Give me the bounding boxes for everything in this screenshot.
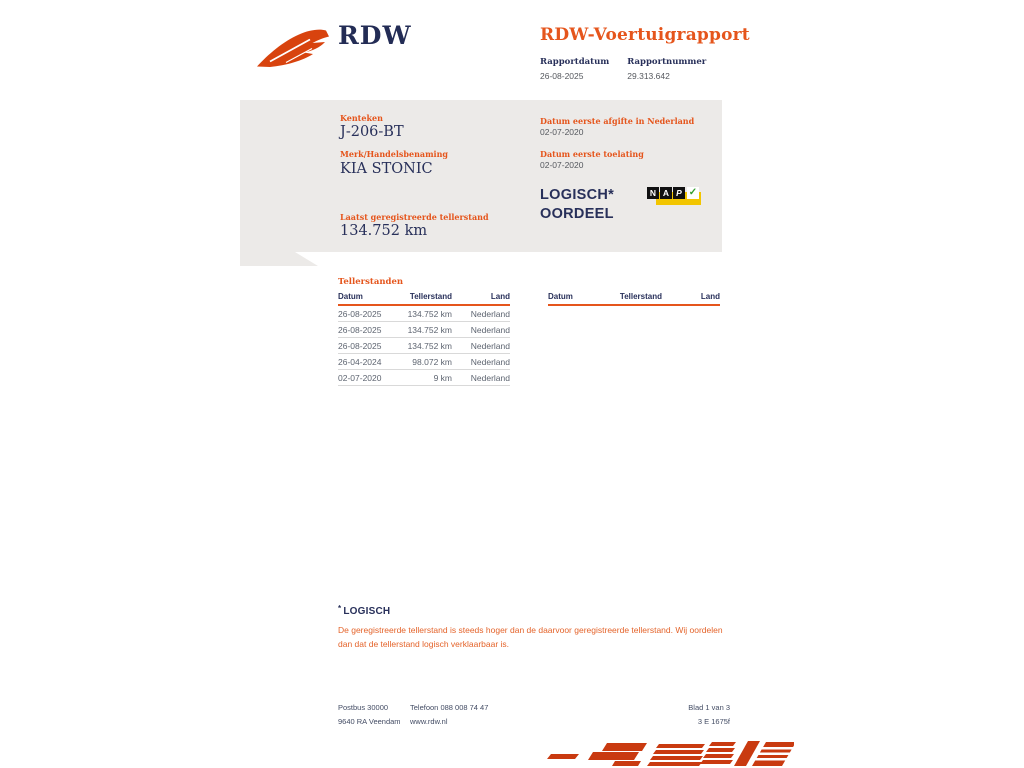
column-header-tellerstand: Tellerstand	[400, 290, 452, 305]
table-cell: 134.752 km	[400, 338, 452, 354]
table-cell: 9 km	[400, 370, 452, 386]
oordeel-line2: OORDEEL	[540, 206, 614, 222]
nap-logo-icon	[647, 184, 703, 208]
report-date-label: Rapportdatum	[540, 57, 610, 67]
footnote-asterisk: *	[338, 604, 342, 613]
table-row	[338, 322, 510, 338]
footer-phone: Telefoon 088 008 74 47	[410, 703, 489, 712]
table-cell: 134.752 km	[400, 305, 452, 322]
tellerstand-label: Laatst geregistreerde tellerstand	[340, 212, 489, 222]
table-row	[338, 370, 510, 386]
table-header-row	[548, 290, 720, 305]
footnote-title	[338, 604, 732, 617]
report-date-block	[540, 57, 609, 81]
eerste-toelating-label: Datum eerste toelating	[540, 149, 644, 159]
footer-address	[338, 701, 401, 729]
table-cell: Nederland	[452, 370, 510, 386]
kenteken-label: Kenteken	[340, 113, 383, 123]
footer-contact	[410, 701, 488, 729]
footer-postbus: Postbus 30000	[338, 703, 389, 712]
table-cell: Nederland	[452, 305, 510, 322]
tellerstanden-table-left	[338, 290, 510, 386]
table-cell: 98.072 km	[400, 354, 452, 370]
footer-website: www.rdw.nl	[410, 717, 448, 726]
tellerstanden-table-right	[548, 290, 720, 306]
footnote-title-text: LOGISCH	[343, 606, 391, 617]
column-header-datum: Datum	[548, 290, 610, 305]
rdw-feather-motif-icon	[544, 738, 794, 768]
report-number-value: 29.313.642	[627, 71, 670, 81]
merk-label: Merk/Handelsbenaming	[340, 149, 449, 159]
oordeel-line1: LOGISCH*	[540, 187, 615, 203]
nap-letter-n: N	[647, 187, 659, 199]
column-header-land: Land	[662, 290, 720, 305]
report-number-block	[627, 57, 706, 81]
footer-page-number: Blad 1 van 3	[688, 703, 730, 712]
tellerstand-value: 134.752 km	[340, 223, 428, 239]
table-header-row	[338, 290, 510, 305]
eerste-toelating-value: 02-07-2020	[540, 160, 584, 170]
kenteken-value: J-206-BT	[340, 124, 404, 140]
report-number-label: Rapportnummer	[627, 57, 707, 67]
table-cell: 26-08-2025	[338, 305, 400, 322]
footer-form-code: 3 E 1675f	[697, 717, 730, 726]
nap-letter-a: A	[660, 187, 672, 199]
eerste-afgifte-value: 02-07-2020	[540, 127, 584, 137]
report-date-value: 26-08-2025	[540, 71, 584, 81]
nap-letter-p: P	[673, 187, 685, 199]
table-row	[338, 305, 510, 322]
table-row	[338, 354, 510, 370]
merk-value: KIA STONIC	[340, 161, 433, 177]
nap-checkmark-icon: ✓	[688, 187, 698, 198]
report-meta	[540, 57, 706, 81]
table-cell: 26-08-2025	[338, 322, 400, 338]
logisch-footnote	[338, 604, 732, 651]
table-cell: 02-07-2020	[338, 370, 400, 386]
footnote-text: De geregistreerde tellerstand is steeds hoger dan de daarvoor geregistreerde tellerstand. Wij oordelen dan dat de tellerstand logisch verklaarbaar is.	[338, 625, 723, 649]
column-header-datum: Datum	[338, 290, 400, 305]
oordeel-verdict	[540, 186, 614, 224]
footer-paging	[688, 701, 730, 729]
document-title: RDW-Voertuigrapport	[540, 25, 750, 45]
table-cell: 26-08-2025	[338, 338, 400, 354]
table-cell: Nederland	[452, 322, 510, 338]
table-row	[338, 338, 510, 354]
table-cell: Nederland	[452, 338, 510, 354]
tellerstanden-title: Tellerstanden	[338, 277, 404, 287]
tellerstanden-rows	[338, 305, 510, 386]
eerste-afgifte-label: Datum eerste afgifte in Nederland	[540, 116, 695, 126]
table-cell: Nederland	[452, 354, 510, 370]
rdw-logotype: RDW	[338, 21, 412, 50]
column-header-land: Land	[452, 290, 510, 305]
table-cell: 134.752 km	[400, 322, 452, 338]
table-cell: 26-04-2024	[338, 354, 400, 370]
rdw-feather-logo-icon	[256, 27, 332, 70]
column-header-tellerstand: Tellerstand	[610, 290, 662, 305]
footer-city: 9640 RA Veendam	[338, 717, 401, 726]
